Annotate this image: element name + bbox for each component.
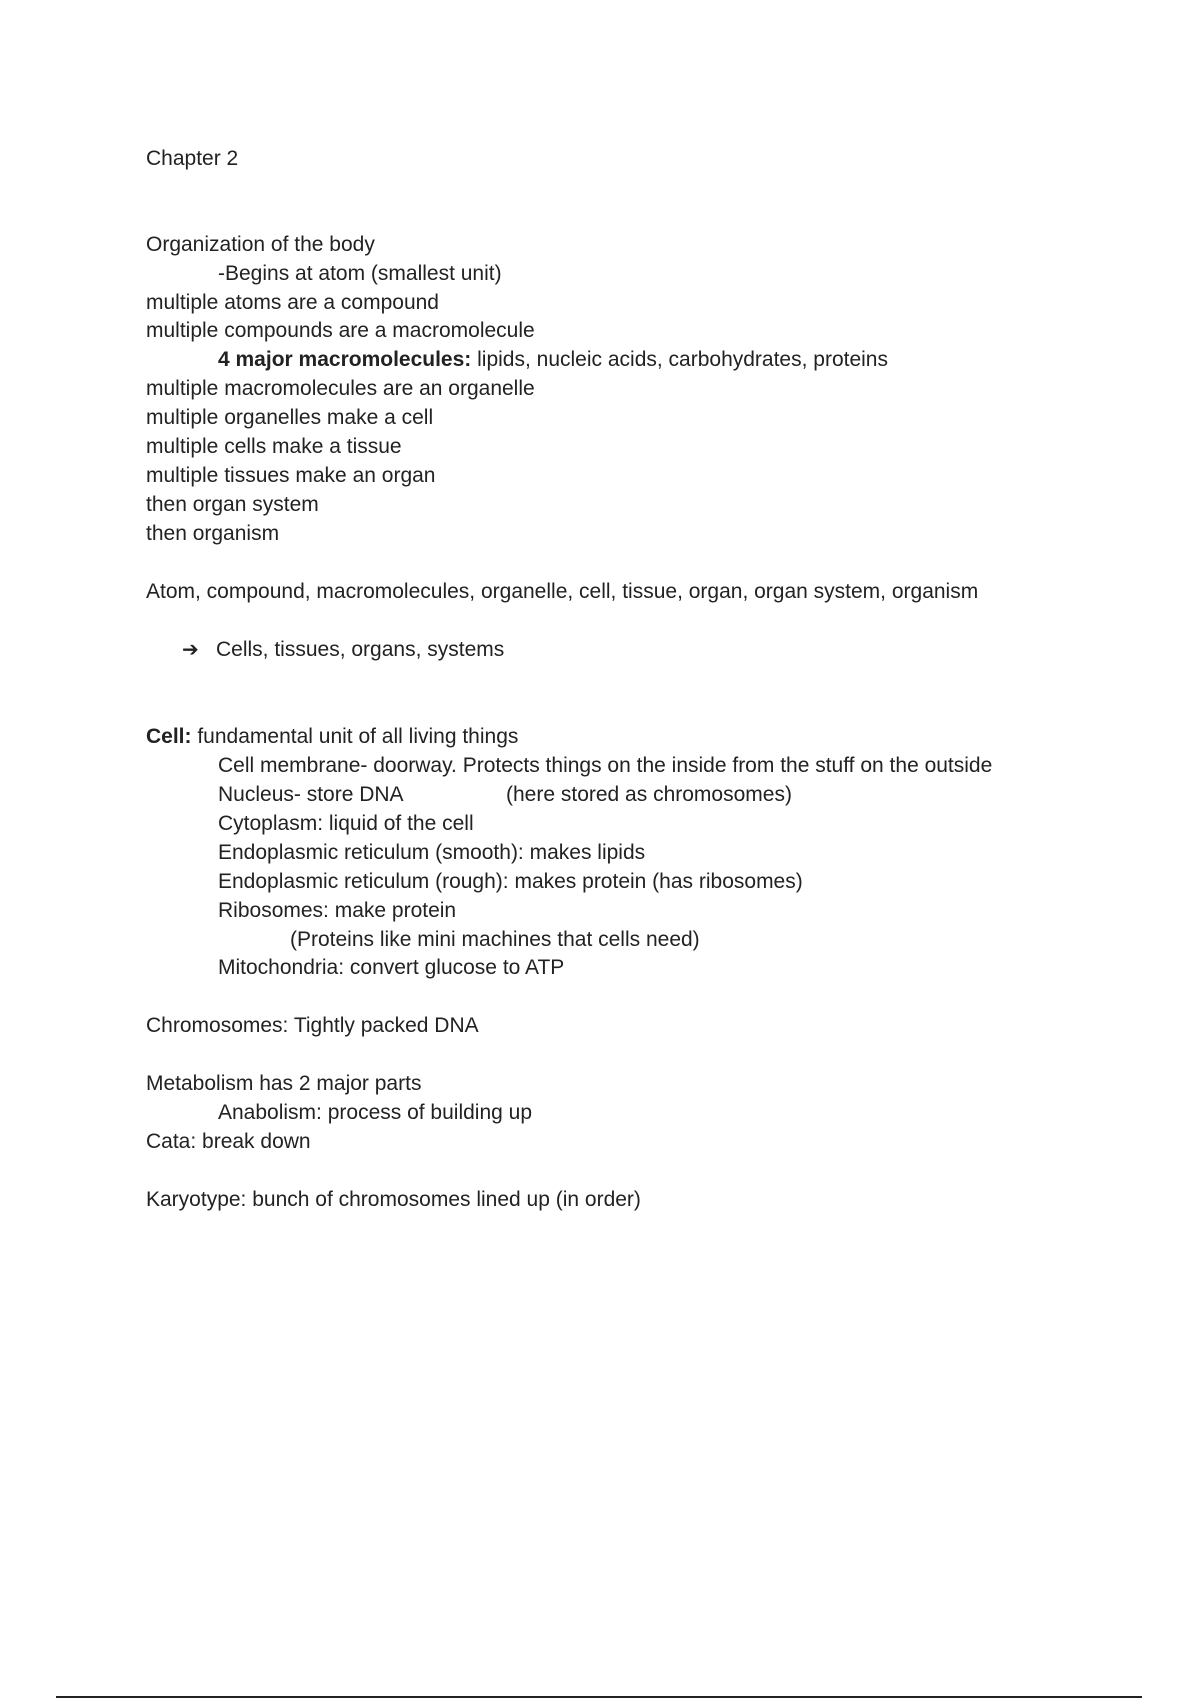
begins-at-atom: -Begins at atom (smallest unit) [218, 262, 502, 285]
chromosomes: Chromosomes: Tightly packed DNA [146, 1014, 479, 1037]
cells-tissue: multiple cells make a tissue [146, 435, 402, 458]
compounds-macromolecule: multiple compounds are a macromolecule [146, 319, 535, 342]
organ-system: then organ system [146, 493, 319, 516]
major-macromolecules [218, 346, 888, 374]
er-smooth: Endoplasmic reticulum (smooth): makes lipids [218, 841, 646, 864]
cell-label: Cell: [146, 725, 192, 748]
hierarchy-summary: Atom, compound, macromolecules, organelle, cell, tissue, organ, organ system, organism [146, 580, 979, 603]
proteins-note: (Proteins like mini machines that cells need) [290, 928, 700, 951]
cell-membrane: Cell membrane- doorway. Protects things on the inside from the stuff on the outside [218, 754, 993, 777]
cytoplasm: Cytoplasm: liquid of the cell [218, 812, 474, 835]
catabolism: Cata: break down [146, 1130, 311, 1153]
mitochondria: Mitochondria: convert glucose to ATP [218, 956, 565, 979]
macromolecules-organelle: multiple macromolecules are an organelle [146, 377, 535, 400]
chapter-heading: Chapter 2 [146, 147, 239, 170]
nucleus [218, 781, 792, 809]
anabolism: Anabolism: process of building up [218, 1101, 533, 1124]
cell-definition [146, 723, 518, 751]
bottom-divider [56, 1696, 1142, 1698]
nucleus-note: (here stored as chromosomes) [506, 783, 792, 806]
organelles-cell: multiple organelles make a cell [146, 406, 434, 429]
organization-title: Organization of the body [146, 233, 375, 256]
karyotype: Karyotype: bunch of chromosomes lined up (in order) [146, 1188, 641, 1211]
major-macromolecules-list: lipids, nucleic acids, carbohydrates, proteins [471, 348, 888, 371]
ribosomes: Ribosomes: make protein [218, 899, 457, 922]
er-rough: Endoplasmic reticulum (rough): makes protein (has ribosomes) [218, 870, 803, 893]
major-macromolecules-label: 4 major macromolecules: [218, 348, 472, 371]
bullet-item [182, 636, 505, 664]
tissues-organ: multiple tissues make an organ [146, 464, 436, 487]
organism: then organism [146, 522, 280, 545]
atoms-compound: multiple atoms are a compound [146, 291, 439, 314]
nucleus-text: Nucleus- store DNA [218, 783, 404, 806]
bullet-text: Cells, tissues, organs, systems [216, 638, 505, 661]
arrow-right-icon: ➔ [182, 639, 199, 661]
cell-definition-text: fundamental unit of all living things [191, 725, 519, 748]
metabolism-title: Metabolism has 2 major parts [146, 1072, 422, 1095]
